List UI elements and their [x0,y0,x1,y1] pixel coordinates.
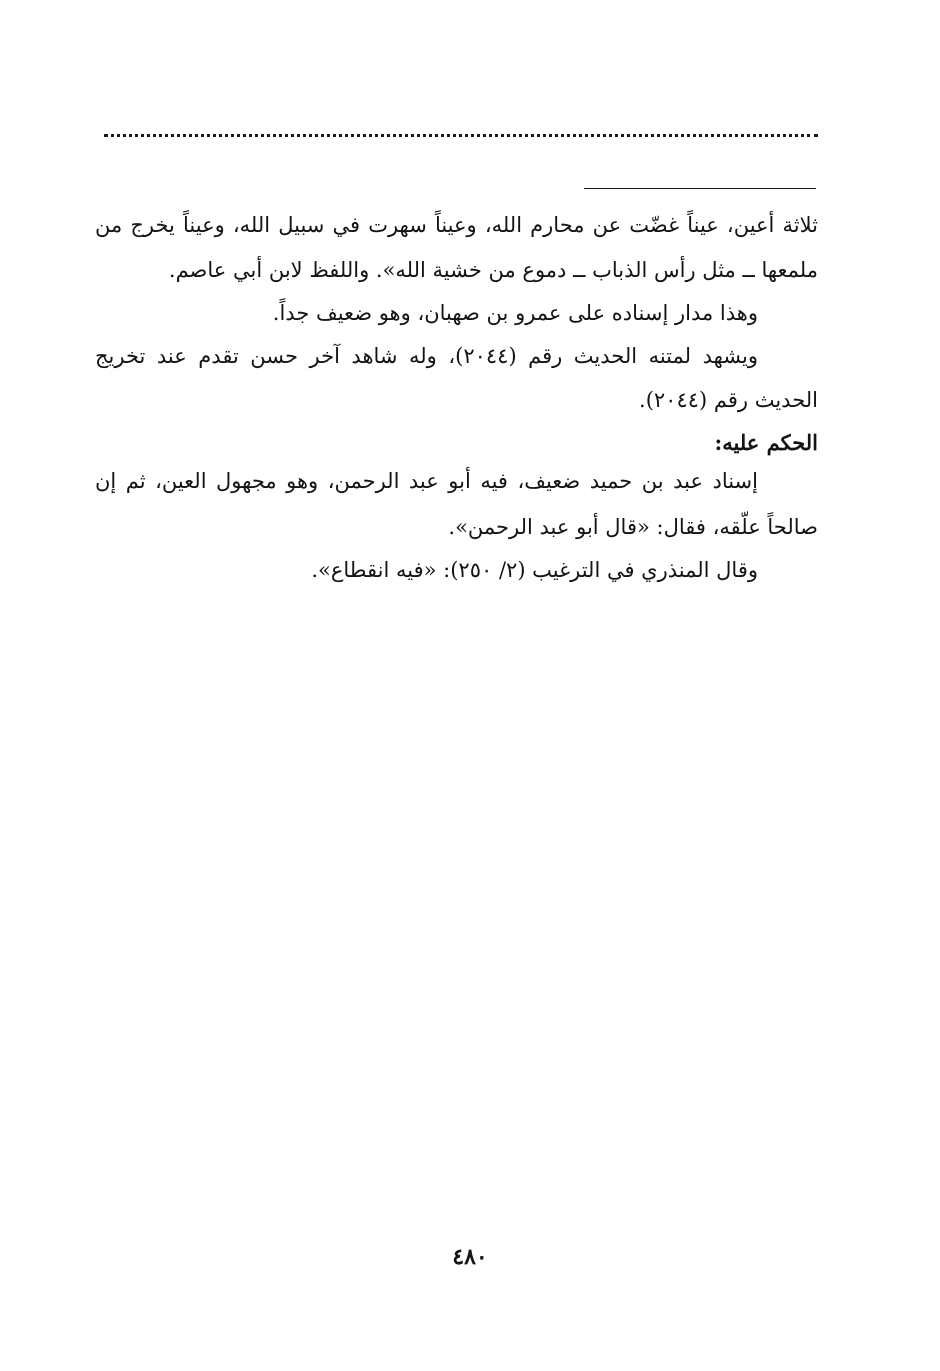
ruling-heading: الحكم عليه: [714,430,818,455]
footnote-line: ملمعها ــ مثل رأس الذباب ــ دموع من خشية الله». واللفظ لابن أبي عاصم. [168,258,818,282]
footnote-separator [584,188,816,189]
footnote-line: ويشهد لمتنه الحديث رقم (٢٠٤٤)، وله شاهد آخر حسن تقدم عند تخريج [95,344,758,368]
page-number: ٤٨٠ [452,1244,488,1270]
ruling-line: وقال المنذري في الترغيب (٢/ ٢٥٠): «فيه انقطاع». [311,558,758,582]
ruling-line: صالحاً علّقه، فقال: «قال أبو عبد الرحمن». [448,515,818,539]
footnote-line: ثلاثة أعين، عيناً غضّت عن محارم الله، وعيناً سهرت في سبيل الله، وعيناً يخرج من [95,213,818,237]
dotted-separator [104,134,818,137]
footnote-line: وهذا مدار إسناده على عمرو بن صهبان، وهو ضعيف جداً. [272,301,758,325]
footnote-line: الحديث رقم (٢٠٤٤). [639,388,818,412]
ruling-line: إسناد عبد بن حميد ضعيف، فيه أبو عبد الرحمن، وهو مجهول العين، ثم إن [95,469,758,493]
